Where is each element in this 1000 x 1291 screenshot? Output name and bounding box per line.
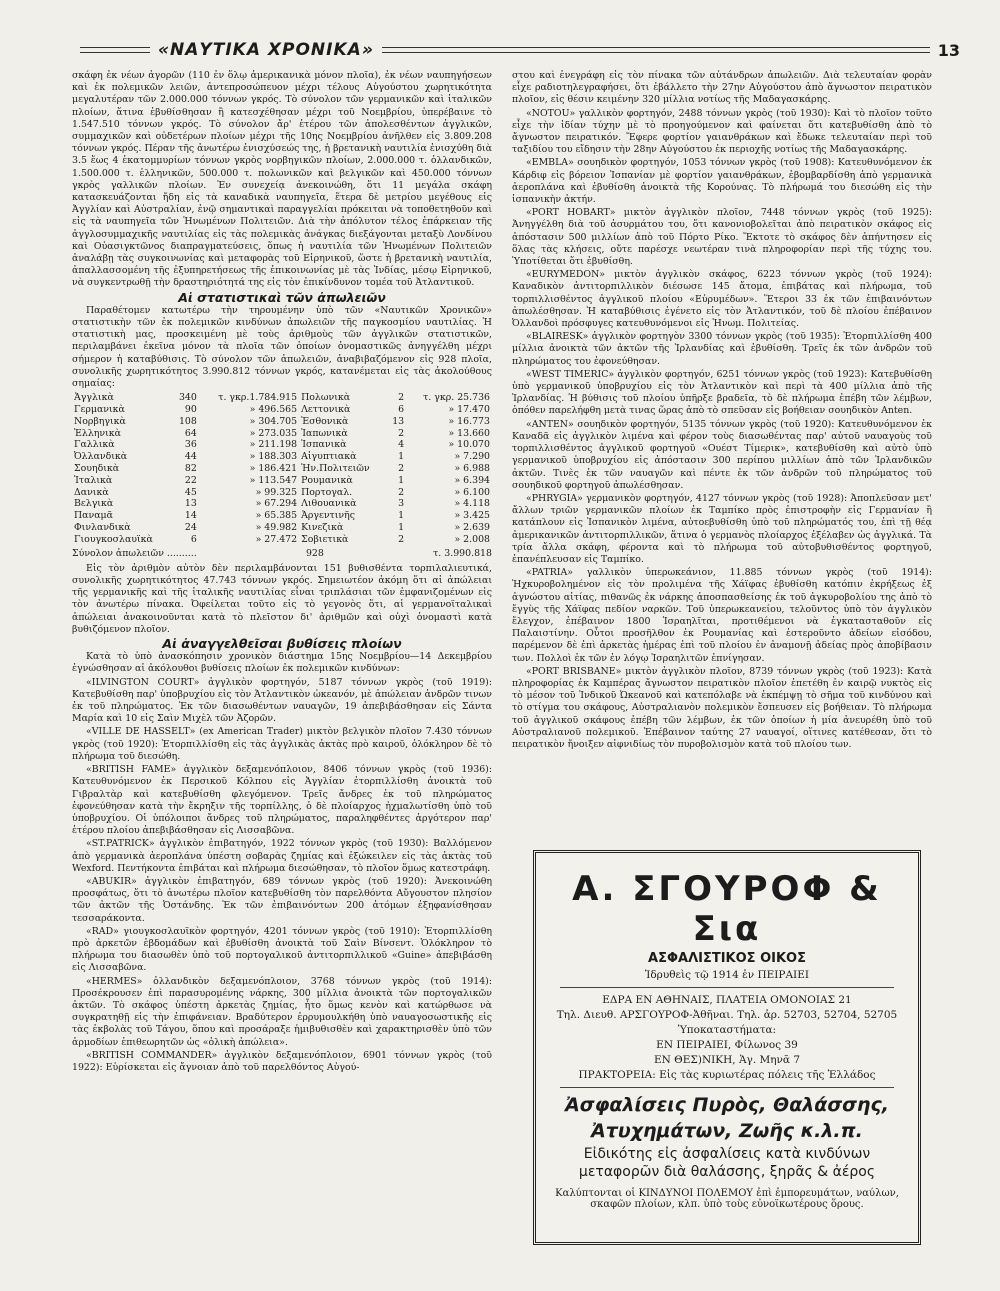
- losses-table-row: [72, 404, 492, 416]
- losses-total: [72, 548, 492, 560]
- losses-table-cell: » 99.325: [255, 486, 298, 498]
- losses-table-cell: Κινεζικὰ: [301, 522, 344, 534]
- losses-table-cell: » 4.118: [454, 498, 490, 510]
- losses-table-cell: 4: [398, 439, 405, 451]
- losses-table-cell: 3: [398, 498, 405, 510]
- losses-table-cell: » 6.394: [454, 474, 490, 486]
- paragraph: Παραθέτομεν κατωτέρω τὴν τηρουμένην ὑπὸ τῶν «Ναυτικῶν Χρονικῶν» στατιστικὴν τῶν ἐκ πολεμικῶν κινδύνων ἀπωλειῶν τῆς παγκοσμίου ναυτιλίας. Ἡ στατιστικὴ μας, προσκειμένη μὲ τοὺς ἀριθμοὺς τῶν ἀγγλικῶν στατιστικῶν, περιλαμβάνει ἐκεῖνα μόνον τὰ πλοῖα τῶν ὁποίων ὀνομαστικῶς ἀνηγγέλθη μέχρι σήμερον ἡ καταβύθισις. Τὸ σύνολον τῶν ἀπωλειῶν, ἀναβιβαζόμενον εἰς 928 πλοῖα, συνολικῆς χωρητικότητος 3.990.812 τόννων γκρός, κατανέμεται εἰς τὰς ἀκολούθους σημαίας:: [72, 304, 492, 390]
- losses-table-cell: Γιουγκοσλαυϊκὰ: [74, 533, 153, 545]
- losses-table-cell: Ἑλληνικὰ: [74, 427, 121, 439]
- losses-table-cell: » 10.070: [448, 439, 490, 451]
- losses-table-cell: » 2.008: [454, 533, 490, 545]
- paragraph: σκάφη ἐκ νέων ἀγορῶν (110 ἐν ὅλῳ ἀμερικανικὰ μόνον πλοῖα), ἐκ νέων ναυπηγήσεων καὶ ἐκ πολεμικῶν λειῶν, ἀντεπροσώπευον μέχρι τέλους Αὐγούστου χωρητικότητα μεγαλυτέραν τῶν 2.000.000 τόννων γκρός. Τὸ σύνολον τῶν γερμανικῶν καὶ ἰταλικῶν πλοίων, ἅτινα ἐβυθίσθησαν ἢ κατεσχέθησαν μέχρι τοῦ Νοεμβρίου, ὑπερέβαινε τὸ 1.547.510 τόννων γκρός. Τὸ σύνολον ἄρ' ἑτέρου τῶν ἀπολεσθέντων ἀγγλικῶν, συμμαχικῶν καὶ οὐδετέρων πλοίων μέχρι τῆς 10ης Νοεμβρίου ἀνῆλθεν εἰς 3.809.208 τόννων γκρός. Πέραν τῆς ἀνωτέρω ἐνισχύσεώς της, ἡ βρετανικὴ ναυτιλία ἐνισχύθη διὰ 3.5 ἕως 4 ἑκατομμυρίων τόννων γκρὸς νορβηγικῶν πλοίων, 2.000.000 τ. ὀλλανδικῶν, 1.500.000 τ. ἑλληνικῶν, 500.000 τ. πολωνικῶν καὶ βελγικῶν καὶ 450.000 τόννων γκρὸς γαλλικῶν πλοίων. Ἐν συνεχείᾳ ἀνεκοινώθη, ὅτι 11 μεγάλα σκάφη κατασκευάζονται ἤδη εἰς τὰ καναδικὰ ναυπηγεῖα, ἕτερα δὲ μετρίου μεγέθους εἰς Ἀγγλίαν καὶ Αὐστραλίαν, ἐνῷ σημαντικαὶ παραγγελίαι πρόκειται νὰ τοποθετηθοῦν καὶ εἰς τὰ ναυπηγεῖα τῶν Ἡνωμένων Πολιτειῶν. Διὰ τὴν ἀπόλυτον τέλος ἐπάρκειαν τῆς ἀγγλοσυμμαχικῆς ναυτιλίας εἰς τὰς πολεμικὰς ἀνάγκας διεξάγονται μεταξὺ Λονδίνου καὶ Οὐασιγκτῶνος διαπραγματεύσεις, ὅπως ἡ ναυτιλία τῶν Ἡνωμένων Πολιτειῶν ἀναλάβῃ τὰς συγκοινωνίας καὶ μεταφορὰς τοῦ Εἰρηνικοῦ, ὥστε ἡ βρετανικὴ ναυτιλία, ἀπαλλασσομένη τῆς ἐξυπηρετήσεως τῆς ἐπικοινωνίας μὲ τὰς Ἰνδίας, μέσῳ Εἰρηνικοῦ, νὰ συγκεντρωθῇ τὴν δραστηριότητά της εἰς τὸν ἐπικίνδυνον τομέα τοῦ Ἀτλαντικοῦ.: [72, 70, 492, 289]
- losses-table-cell: » 65.385: [255, 510, 298, 522]
- losses-table-row: [72, 498, 492, 510]
- left-column: [72, 70, 492, 1275]
- publication-title: «ΝΑΥΤΙΚΑ ΧΡΟΝΙΚΑ»: [158, 40, 374, 60]
- losses-table-cell: Παναμᾶ: [74, 510, 113, 522]
- losses-table-cell: 6: [398, 404, 405, 416]
- losses-table-cell: τ. γκρ.1.784.915: [218, 392, 298, 404]
- losses-table-cell: » 186.421: [249, 463, 298, 475]
- losses-table-cell: 1: [398, 522, 405, 534]
- paragraph: στου καὶ ἐνεγράφη εἰς τὸν πίνακα τῶν αὐτάνδρων ἀπωλειῶν. Διὰ τελευταίαν φορὰν εἶχε ραδιοτηλεγραφήσει, ὅτι ἐβάλλετο τὴν 27ην Αὐγούστου ἀπὸ ἄγνωστον πειρατικὸν πλοῖον, εἰς θέσιν κειμένην 320 μίλλια νοτίως τῆς Μαδαγασκάρης.: [512, 70, 932, 106]
- paragraph: Εἰς τὸν ἀριθμὸν αὐτὸν δὲν περιλαμβάνονται 151 βυθισθέντα τορπιλαλιευτικά, συνολικῆς χωρητικότητος 47.743 τόννων γκρός. Σημειωτέον ἀκόμη ὅτι αἱ ἀπώλειαι τῆς γερμανικῆς καὶ τῆς ἰταλικῆς ναυτιλίας εἶναι τριπλάσιαι τῶν ἐμφανιζομένων εἰς τὸν ἀνωτέρω πίνακα. Ὀφείλεται τοῦτο εἰς τὸ γεγονὸς ὅτι, αἱ γερμανοϊταλικαὶ ἀπώλειαι ἀνακοινοῦνται κατὰ τὸ πλεῖστον δι' ἀριθμῶν καὶ οὐχὶ ὀνομαστὶ κατὰ βυθιζόμενον πλοῖον.: [72, 562, 492, 635]
- losses-table-cell: 22: [184, 474, 197, 486]
- losses-table-cell: Βελγικὰ: [74, 498, 114, 510]
- ad-slogan-line2: Ἀτυχημάτων, Ζωῆς κ.λ.π.: [591, 1120, 863, 1142]
- losses-table-row: [72, 392, 492, 404]
- total-label: Σύνολον ἀπωλειῶν ..........: [72, 547, 197, 559]
- losses-table-cell: » 3.425: [454, 510, 490, 522]
- losses-table-cell: Ἰταλικὰ: [74, 474, 113, 486]
- losses-table-cell: Γερμανικὰ: [74, 404, 125, 416]
- paragraph: «BLAIRESK» ἀγγλικὸν φορτηγὸν 3300 τόννων γκρὸς (τοῦ 1935): Ἐτορπιλλίσθη 400 μίλλια ἀνοικτὰ τῶν ἀκτῶν τῆς Ἰρλανδίας καὶ ἐβυθίσθη. Τρεῖς ἐκ τῶν ἀνδρῶν τοῦ πληρώματος του ἐφονεύθησαν.: [512, 331, 932, 367]
- losses-table-cell: » 496.565: [249, 404, 298, 416]
- paragraph: «RAD» γιουγκοσλαυϊκὸν φορτηγόν, 4201 τόννων γκρὸς (τοῦ 1910): Ἐτορπιλλίσθη πρὸ ἀρκετῶν ἑβδομάδων καὶ ἐβυθίσθη ἀνοικτὰ τοῦ Σαὶν Βίνσεντ. Ὁλόκληρον τὸ πλήρωμα του διασωθὲν ὑπὸ τοῦ πορτογαλικοῦ ἀντιτορπιλλικοῦ «Guine» ἀπεβιβάσθη εἰς Λισσαβῶνα.: [72, 925, 492, 974]
- losses-table-cell: » 27.472: [255, 533, 298, 545]
- losses-table-cell: » 273.035: [249, 427, 298, 439]
- losses-table-cell: 64: [184, 427, 197, 439]
- page-header: [80, 38, 960, 62]
- ad-company-type: ΑΣΦΑΛΙΣΤΙΚΟΣ ΟΙΚΟΣ: [648, 951, 806, 966]
- losses-table-cell: 90: [184, 404, 197, 416]
- losses-table-row: [72, 416, 492, 428]
- losses-table-cell: Σουηδικὰ: [74, 463, 120, 475]
- losses-table-cell: Γαλλικὰ: [74, 439, 115, 451]
- paragraph: «ILVINGTON COURT» ἀγγλικὸν φορτηγόν, 5187 τόννων γκρὸς (τοῦ 1919): Κατεβυθίσθη παρ' ὑποβρυχίου εἰς τὸν Ἀτλαντικὸν ὠκεανόν, μὲ ἀπώλειαν ἀνδρῶν τινων ἐκ τοῦ πληρώματος. Ἐκ τῶν διασωθέντων ναυαγῶν, 19 ἀπεβιβάσθησαν εἰς Σάντα Μαρία καὶ 10 εἰς Σαὶν Μιχὲλ τῶν Ἀζορῶν.: [72, 676, 492, 725]
- losses-table-cell: » 211.198: [249, 439, 298, 451]
- losses-table-cell: Σοβιετικὰ: [301, 533, 349, 545]
- losses-table-cell: » 49.982: [255, 522, 298, 534]
- paragraph: «ST.PATRICK» ἀγγλικὸν ἐπιβατηγόν, 1922 τόννων γκρὸς (τοῦ 1930): Βαλλόμενον ἀπὸ γερμανικὰ ἀεροπλάνα ὑπέστη σοβαρὰς ζημίας καὶ ἐξώκειλεν εἰς τὰς ἀκτὰς τοῦ Wexford. Πεντήκοντα ἐπιβάται καὶ πλήρωμα διεσώθησαν, τὸ πλοῖον ὅμως κατεστράφη.: [72, 838, 492, 874]
- losses-table-cell: » 6.988: [454, 463, 490, 475]
- paragraph: «PATRIA» γαλλικὸν ὑπερωκεάνιον, 11.885 τόννων γκρὸς (τοῦ 1914): Ἠχκυροβολημένον εἰς τὸν προλιμένα τῆς Χάϊφας ἐβυθίσθη κατόπιν ἐκρήξεως ἐξ ἀγνώστου αἰτίας, πιθανῶς ἐκ νάρκης ἀποσπασθείσης ἐκ τοῦ ἀγκυροβολίου της ἀπὸ τὸ ἔγγὺς τῆς Χάϊφας πεδίον ναρκῶν. Τοῦ ὑπερωκεανείου, τελοῦντος ὑπὸ τὸν ἀγγλικὸν ἔλεγχον, ἐπέβαινον 1800 Ἰσραηλῖται, προτιθέμενοι νὰ ἐγκατασταθοῦν εἰς Παλαιστίνην. Οὗτοι προσῆλθον ἐκ Ρουμανίας καὶ ἐστεροῦντο ἀδείων εἰσόδου, παρέμενον δὲ ἐπὶ ἀρκετὰς ἡμέρας ἐπὶ τοῦ πλοίου ἐν ἀναμονῇ ἀδείας πρὸς ἀποβίβασιν των. Πολλοὶ ἐκ τῶν ἐν λόγῳ Ἰσραηλιτῶν ἐπνίγησαν.: [512, 567, 932, 664]
- paragraph: «EMBLA» σουηδικὸν φορτηγόν, 1053 τόννων γκρὸς (τοῦ 1908): Κατευθυνόμενον ἐκ Κάρδιφ εἰς βόρειον Ἰσπανίαν μὲ φορτίον γαιανθράκων, ἑβομβαρδίσθη ἀπὸ γερμανικὰ ἀεροπλάνα καὶ ἐβυθίσθη ἀνοικτὰ τῆς Κορούνας. Τὸ πλήρωμά του διεσώθη εἰς τὴν ἰσπανικὴν ἀκτήν.: [512, 157, 932, 206]
- losses-table-cell: » 113.547: [249, 474, 298, 486]
- ad-branch-piraeus: ΕΝ ΠΕΙΡΑΙΕΙ, Φίλωνος 39: [656, 1039, 798, 1051]
- losses-table-cell: » 16.773: [448, 415, 490, 427]
- header-rule-right: [382, 47, 930, 53]
- losses-table-cell: Ἀγγλικὰ: [74, 392, 114, 404]
- paragraph: «ANTEN» σουηδικὸν φορτηγόν, 5135 τόννων γκρὸς (τοῦ 1920): Κατευθυνόμενον ἐκ Καναδᾶ εἰς ἀγγλικὸν λιμένα καὶ φέρον τοὺς διασωθέντας παρ' αὐτοῦ ναυαγοὺς τοῦ τορπιλλισθέντος ἀγγλικοῦ φορτηγοῦ «Ουέστ Τίμερικ», κατεβυθίσθη καὶ αὐτὸ ὑπὸ γερμανικοῦ ὑποβρυχίου εἰς ἀπόστασιν 300 περίπου μιλλίων ἀπὸ τῶν Ἰρλανδικῶν ἀκτῶν. Τινὲς ἐκ τῶν ναυαγῶν καὶ πέντε ἐκ τῶν ἀνδρῶν τοῦ πληρώματος τοῦ σουηδικοῦ φορτηγοῦ ἀπωλέσθησαν.: [512, 418, 932, 491]
- paragraph: «WEST TIMERIC» ἀγγλικὸν φορτηγόν, 6251 τόννων γκρὸς (τοῦ 1923): Κατεβυθίσθη ὑπὸ γερμανικοῦ ὑποβρυχίου εἰς τὸν Ἀτλαντικὸν καὶ περὶ τὰ 400 μίλλια ἀπὸ τῆς Ἰρλανδίας. Ἡ βύθισις τοῦ πλοίου ὑπῆρξε βραδεῖα, τὸ δὲ πλήρωμα ἐπέβη τῶν λέμβων, ὁπόθεν παρελήφθη μετὰ τινας ὥρας ἀπὸ τὸ σπεῦσαν εἰς βοήθειαν σουηδικὸν Anten.: [512, 368, 932, 417]
- ad-slogan-line1: Ἀσφαλίσεις Πυρὸς, Θαλάσσης,: [565, 1094, 889, 1116]
- ad-company-name: Α. ΣΓΟΥΡΟΦ & Σια: [572, 869, 882, 949]
- losses-table-cell: Ἰσπανικὰ: [301, 439, 347, 451]
- paragraph: «HERMES» ὀλλανδικὸν δεξαμενόπλοιον, 3768 τόννων γκρὸς (τοῦ 1914): Προσέκρουσεν ἐπὶ παρασυρομένης νάρκης, 300 μίλλια ἀνοικτὰ τῶν πορτογαλικῶν ἀκτῶν. Τὸ σκάφος ὑπέστη ἀρκετὰς ζημίας, ἦτο ὅμως κενὸν καὶ κατώρθωσε νὰ συγκρατηθῇ εἰς τὴν ἐπιφάνειαν. Βραδύτερον ἐρρυμουλκήθη ὑπὸ ναυαγοσωστικῆς εἰς τὰς ἐκβολὰς τοῦ Τάγου, ὅπου καὶ προσάραξε ἡμιβυθισθὲν καὶ χαρακτηρισθὲν ὑπὸ τῶν ἁρμοδίων ἐπιθεωρητῶν ὡς «ὁλικὴ ἀπώλεια».: [72, 975, 492, 1048]
- losses-table-cell: 1: [398, 510, 405, 522]
- losses-table-cell: » 13.660: [448, 427, 490, 439]
- losses-table-cell: Ρουμανικὰ: [301, 474, 353, 486]
- losses-table-cell: Δανικὰ: [74, 486, 109, 498]
- paragraph: «VILLE DE HASSELT» (ex American Trader) μικτὸν βελγικὸν πλοῖον 7.430 τόννων γκρὸς (τοῦ 1920): Ἐτορπιλλίσθη εἰς τὰς ἀγγλικὰς ἀκτὰς πρὸ καιροῦ, ὀλόκληρον δὲ τὸ πλήρωμα τοῦ διεσώθη.: [72, 726, 492, 762]
- losses-table-cell: τ. γκρ. 25.736: [423, 392, 490, 404]
- right-column: [512, 70, 932, 840]
- section-heading-sinkings: Αἱ ἀναγγελθεῖσαι βυθίσεις πλοίων: [162, 636, 402, 652]
- losses-table-cell: 13: [184, 498, 197, 510]
- paragraph: «EURYMEDON» μικτὸν ἀγγλικὸν σκάφος, 6223 τόννων γκρὸς (τοῦ 1924): Καναδικὸν ἀντιτορπιλλικὸν διέσωσε 145 ἄτομα, ἐπιβάτας καὶ πλήρωμα, τοῦ τορπιλλισθέντος ἀγγλικοῦ πλοίου «Εὐρυμέδων». Ἕτεροι 33 ἐκ τῶν ἐπιβαινόντων ἀπωλέσθησαν. Ἡ καταβύθισις ἐγένετο εἰς τὸν Ἀτλαντικόν, τοῦ δὲ πλοίου ἐπέβαινον Ὀλλανδοὶ πρόσφυγες κατευθυνόμενοι εἰς Ἡνωμ. Πολιτείας.: [512, 269, 932, 330]
- ad-agencies: ΠΡΑΚΤΟΡΕΙΑ: Εἰς τὰς κυριωτέρας πόλεις τῆς Ἑλλάδος: [578, 1069, 876, 1081]
- losses-table-cell: 2: [398, 486, 405, 498]
- losses-table-row: [72, 428, 492, 440]
- insurance-advertisement: [533, 850, 921, 1245]
- ad-branches-label: Ὑποκαταστήματα:: [677, 1024, 777, 1036]
- losses-table-cell: Φινλανδικὰ: [74, 522, 131, 534]
- ad-founded: Ἱδρυθεὶς τῷ 1914 ἐν ΠΕΙΡΑΙΕΙ: [644, 969, 810, 981]
- ad-contact: Τηλ. Διευθ. ΑΡΣΓΟΥΡΟΦ-Ἀθῆναι. Τηλ. ἀρ. 52703, 52704, 52705: [556, 1009, 898, 1021]
- losses-table-cell: 2: [398, 392, 405, 404]
- paragraph: «PORT HOBART» μικτὸν ἀγγλικὸν πλοῖον, 7448 τόννων γκρὸς (τοῦ 1925): Ἀνηγγέλθη διὰ τοῦ ἀσυρμάτου του, ὅτι κανονιοβολεῖται ἀπὸ πειρατικὸν σκάφος εἰς ἀπόστασιν 500 μιλλίων ἀπὸ τοῦ Πόρτο Ρίκο. Ἔκτοτε τὸ σκάφος δὲν ἀπήντησεν εἰς ὅλας τὰς κλήσεις, οὔτε παρέσχε νεωτέραν τινὰ πληροφορίαν περὶ τῆς τύχης του. Ὑποτίθεται ὅτι ἐβυθίσθη.: [512, 207, 932, 268]
- losses-table-row: [72, 522, 492, 534]
- total-tons: τ. 3.990.818: [433, 547, 492, 559]
- losses-table-cell: 24: [184, 522, 197, 534]
- paragraph: «ABUKIR» ἀγγλικὸν ἐπιβατηγόν, 689 τόννων γκρὸς (τοῦ 1920): Ἀνεκοινώθη προσφάτως, ὅτι τὸ ἀνωτέρω πλοῖον κατεβυθίσθη τὸν παρελθόντα Αὔγουστον πλησίον τῶν ἀκτῶν τῆς Ὀστάνδης. Ἐκ τῶν ἐπιβαινόντων 200 ἀτόμων ἐξηφανίσθησαν τεσσαράκοντα.: [72, 875, 492, 924]
- losses-table-row: [72, 451, 492, 463]
- losses-table-cell: 45: [184, 486, 197, 498]
- ad-divider: [560, 1087, 894, 1088]
- losses-table-cell: 2: [398, 463, 405, 475]
- ad-seat: ΕΔΡΑ ΕΝ ΑΘΗΝΑΙΣ, ΠΛΑΤΕΙΑ ΟΜΟΝΟΙΑΣ 21: [602, 994, 852, 1006]
- losses-table-row: [72, 510, 492, 522]
- losses-table-cell: Πορτογαλ.: [301, 486, 353, 498]
- losses-table-cell: » 7.290: [454, 451, 490, 463]
- paragraph: «NOTOU» γαλλικὸν φορτηγόν, 2488 τόννων γκρὸς (τοῦ 1930): Καὶ τὸ πλοῖον τοῦτο εἶχε τὴν ἰδίαν τύχην μὲ τὸ προηγούμενον καὶ φαίνεται ὅτι κατεβυθίσθη ἀπὸ τὸ ἄγνωστον πειρατικόν. Ἔφερε φορτίον γαιανθράκων καὶ ἔδωκε τελευταίαν περὶ τοῦ ταξιδίου του εἴδησιν τὴν 28ην Αὐγούστου ἐκ περιοχῆς νοτίως τῆς Μαδαγασκάρης.: [512, 107, 932, 156]
- losses-table-cell: 340: [178, 392, 197, 404]
- losses-table-row: [72, 475, 492, 487]
- losses-table-cell: Ἡν.Πολιτειῶν: [301, 463, 370, 475]
- losses-table-cell: 13: [392, 415, 405, 427]
- losses-table-cell: Ἀργεντινῆς: [301, 510, 355, 522]
- paragraph: «BRITISH FAME» ἀγγλικὸν δεξαμενόπλοιον, 8406 τόννων γκρὸς (τοῦ 1936): Κατευθυνόμενον ἐκ Περσικοῦ Κόλπου εἰς Ἀγγλίαν ἐτορπιλλίσθη ἀνοικτὰ τοῦ Γιβραλτὰρ καὶ κατεβυθίσθη φλεγόμενον. Τρεῖς ἄνδρες ἐκ τοῦ πληρώματος ἐφονεύθησαν κατὰ τὴν ἔκρηξιν τῆς τορπίλλης, ὁ δὲ πλοίαρχος ἠχμαλωτίσθη ὑπὸ τοῦ ὑποβρυχίου. Οἱ ὑπόλοιποι ἄνδρες τοῦ πληρώματος, παραληφθέντες ἀργότερον παρ' ἑτέρου πλοίου ἀπεβιβάσθησαν εἰς Λισσαβῶνα.: [72, 764, 492, 837]
- section-heading-statistics: Αἱ στατιστικαὶ τῶν ἀπωλειῶν: [178, 289, 386, 305]
- losses-table-cell: 6: [190, 533, 197, 545]
- losses-table-cell: Λιθουανικὰ: [301, 498, 357, 510]
- losses-table-cell: Πολωνικὰ: [301, 392, 351, 404]
- ad-branch-thessaloniki: ΕΝ ΘΕΣ)ΝΙΚΗ, Ἁγ. Μηνᾶ 7: [653, 1054, 801, 1066]
- losses-table-row: [72, 534, 492, 546]
- header-rule-left: [80, 47, 150, 53]
- losses-table-row: [72, 487, 492, 499]
- losses-table-cell: 108: [178, 415, 197, 427]
- losses-table-cell: Λεττονικὰ: [301, 404, 351, 416]
- losses-table-cell: Νορβηγικὰ: [74, 415, 126, 427]
- losses-table-cell: 2: [398, 427, 405, 439]
- ad-specialty-line2: μεταφορῶν διὰ θαλάσσης, ξηρᾶς & ἀέρος: [578, 1164, 876, 1180]
- ad-footer: Καλύπτονται οἱ ΚΙΝΔΥΝΟΙ ΠΟΛΕΜΟΥ ἐπὶ ἐμπορευμάτων, ναύλων, σκαφῶν πλοίων, κλπ. ὑπὸ τοὺς εὐνοϊκωτέρους ὅρους.: [555, 1188, 899, 1210]
- losses-table-cell: Αἰγυπτιακὰ: [301, 451, 357, 463]
- losses-table-cell: » 188.303: [249, 451, 298, 463]
- ad-specialty-line1: Εἰδικότης εἰς ἀσφαλίσεις κατὰ κινδύνων: [583, 1146, 871, 1162]
- losses-table-cell: Ὀλλανδικὰ: [74, 451, 128, 463]
- losses-table-cell: » 6.100: [454, 486, 490, 498]
- losses-table-cell: » 2.639: [454, 522, 490, 534]
- paragraph: «PORT BRISBANE» μικτὸν ἀγγλικὸν πλοῖον, 8739 τόννων γκρὸς (τοῦ 1923): Κατὰ πληροφορίας ἐκ Καμπέρας ἄγνωστον πειρατικὸν πλοῖον ἐπετέθη ἐν καιρῷ νυκτὸς εἰς τὸ μέσον τοῦ Ἰνδικοῦ Ὠκεανοῦ καὶ κατεπόλαβε νὰ ἐκπέμψῃ τὸ σῆμα τοῦ κινδύνου καὶ τὸ στίγμα του σκάφους, Αὐστραλιανὸν πολεμικὸν ἔσπευσεν εἰς βοήθειαν. Τὸ πλήρωμα τοῦ ἀγγλικοῦ σκάφους ἐπέβη τῶν λέμβων, ἐκ τῶν ὁποίων ἡ μία ἀνευρέθη ὑπὸ τοῦ Αὐστραλιανοῦ πολεμικοῦ. Ἐπέβαινον ταύτης 27 ναυαγοί, οἵτινες κατέθεσαν, ὅτι τὸ πειρατικὸν ἤνοιξεν αἰφνιδίως τὸν πυροβολισμὸν κατὰ τοῦ πλοίου των.: [512, 665, 932, 750]
- losses-table-cell: Ἰαπωνικὰ: [301, 427, 348, 439]
- losses-table-cell: 1: [398, 451, 405, 463]
- losses-table-cell: 44: [184, 451, 197, 463]
- total-count: 928: [305, 547, 324, 559]
- paragraph: «BRITISH COMMANDER» ἀγγλικὸν δεξαμενόπλοιον, 6901 τόννων γκρὸς (τοῦ 1922): Εὑρίσκεται εἰς ἄγνοιαν ἀπὸ τοῦ παρελθόντος Αὐγού-: [72, 1049, 492, 1073]
- losses-table-cell: 2: [398, 533, 405, 545]
- page-number: 13: [937, 40, 960, 60]
- losses-table-cell: » 304.705: [249, 415, 298, 427]
- paragraph: «PHRYGIA» γερμανικὸν φορτηγόν, 4127 τόννων γκρὸς (τοῦ 1928): Ἀποπλεῦσαν μετ' ἄλλων τριῶν γερμανικῶν πλοίων ἐκ Ταμπίκο πρὸς ἐπιστροφὴν εἰς Γερμανίαν ἢ κατάπλουν εἰς Ἰσπανικὸν λιμένα, αὐτοεβυθίσθη ὑπὸ τοῦ πληρώματός του, ἐπὶ τῇ θέᾳ ἀμερικανικῶν ἀντιτορπιλλικῶν, ἅτινα ὁ γερμανὸς πλοίαρχος ἐξέλαβεν ὡς ἀγγλικά. Τὰ τρία ἄλλα σκάφη, φέροντα καὶ τὸ πλήρωμα τοῦ αὐτοβυθισθέντος φορτηγοῦ, ἐπανέπλευσαν εἰς Ταμπίκο.: [512, 492, 932, 565]
- losses-table-cell: 82: [184, 463, 197, 475]
- losses-table-cell: » 17.470: [448, 404, 490, 416]
- paragraph: Κατὰ τὸ ὑπὸ ἀνασκόπησιν χρονικὸν διάστημα 15ης Νοεμβρίου—14 Δεκεμβρίου ἐγνώσθησαν αἱ ἀκόλουθοι βυθίσεις πλοίων ἐκ πολεμικῶν κινδύνων:: [72, 651, 492, 675]
- losses-table-cell: 1: [398, 474, 405, 486]
- ad-divider: [560, 987, 894, 988]
- losses-table: [72, 392, 492, 545]
- losses-table-row: [72, 463, 492, 475]
- losses-table-cell: Ἐσθονικὰ: [301, 415, 349, 427]
- losses-table-cell: » 67.294: [255, 498, 298, 510]
- losses-table-row: [72, 439, 492, 451]
- losses-table-cell: 36: [184, 439, 197, 451]
- losses-table-cell: 14: [184, 510, 197, 522]
